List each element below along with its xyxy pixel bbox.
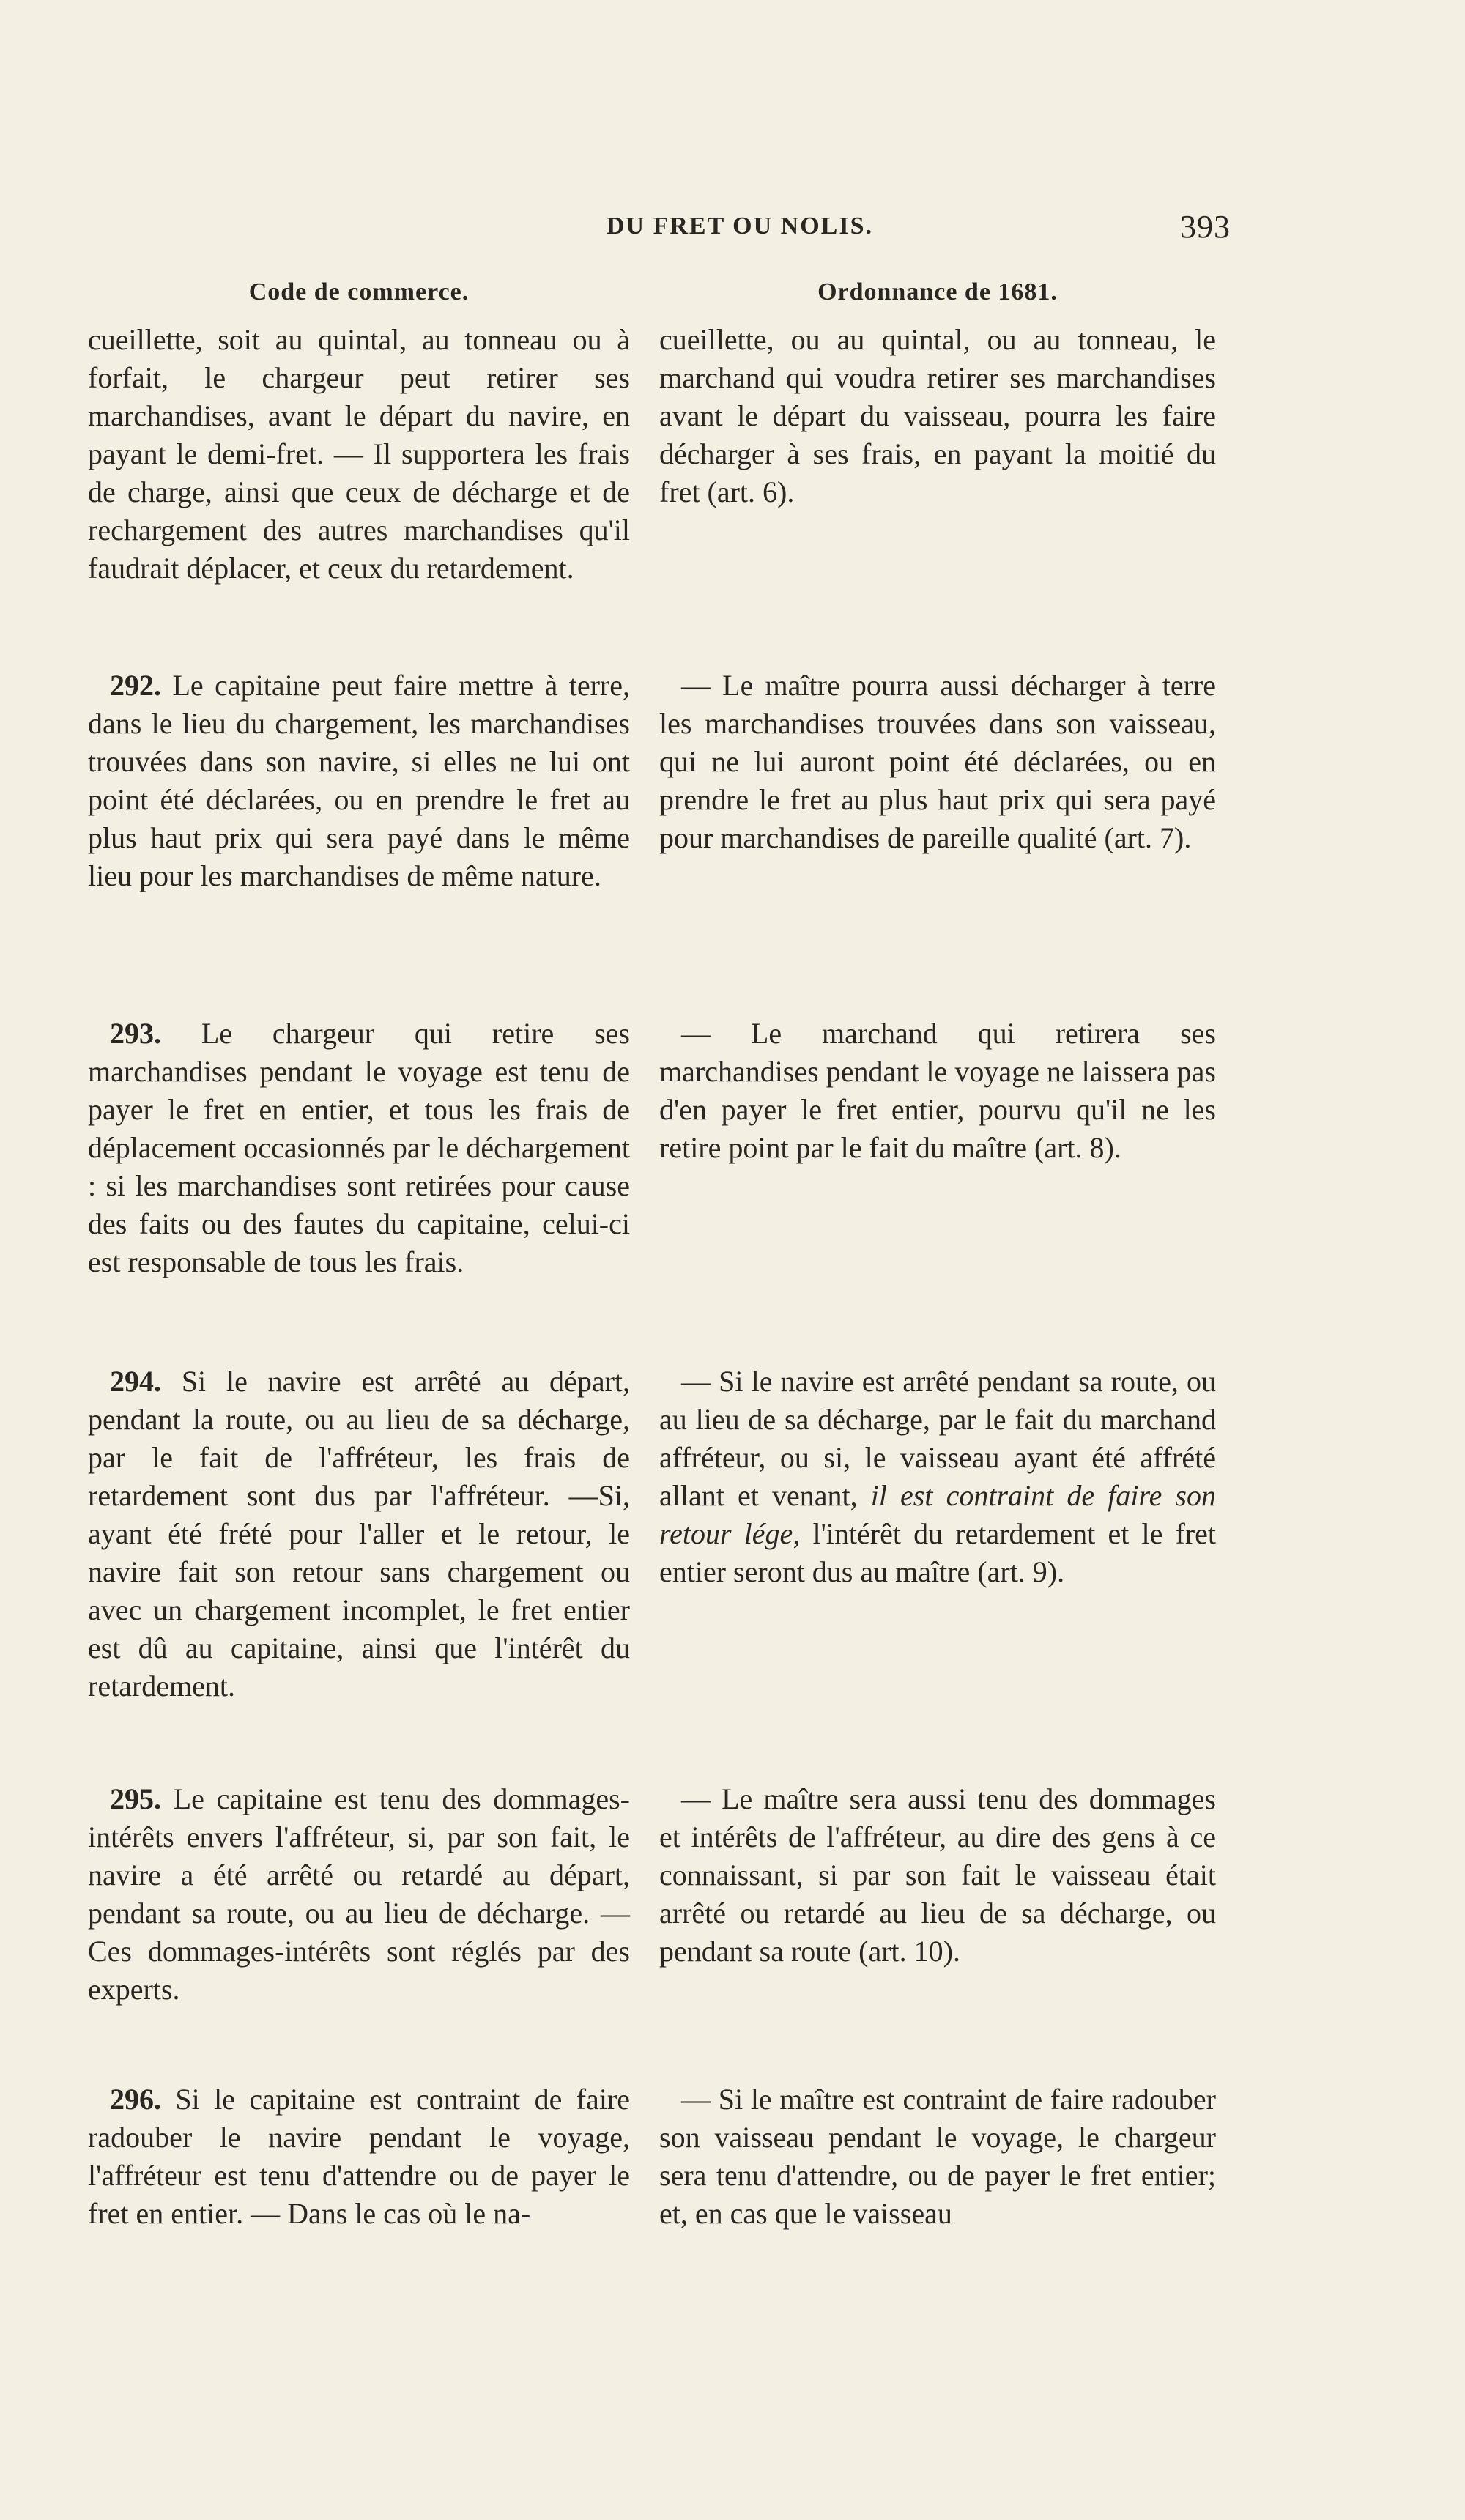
article-number: 294. xyxy=(110,1365,161,1398)
left-paragraph: cueillette, soit au quintal, au tonneau ou à forfait, le chargeur peut retirer ses marchandises, avant le départ du navire, en payant le demi-fret. — Il supportera les frais de charge, ainsi que ceux de décharge et de rechargement des autres marchandises qu'il faudrait déplacer, et ceux du retardement. xyxy=(88,323,630,585)
left-paragraph: 293. Le chargeur qui retire ses marchandises pendant le voyage est tenu de payer le fret en entier, et tous les frais de déplacement occasionnés par le déchargement : si les marchandises sont retirées pour cause des faits ou des fautes du capitaine, celui-ci est responsable de tous les frais. xyxy=(88,1017,631,1278)
left-column xyxy=(88,278,631,2230)
left-paragraph: 296. Si le capitaine est contraint de faire radouber le navire pendant le voyage, l'affréteur est tenu d'attendre ou de payer le fret en entier. — Dans le cas où le na- xyxy=(88,2083,631,2230)
article-number: 296. xyxy=(110,2083,161,2116)
right-paragraph: — Si le navire est arrêté pendant sa route, ou au lieu de sa décharge, par le fait du marchand affréteur, ou si, le vaisseau ayant été affrété allant et venant, il est contraint de faire son retour lége, l'intérêt du retardement et le fret entier seront dus au maître (art. 9). xyxy=(659,1365,1217,1588)
right-paragraph: — Le marchand qui retirera ses marchandises pendant le voyage ne laissera pas d'en payer le fret entier, pourvu qu'il ne les retire point par le fait du maître (art. 8). xyxy=(659,1017,1216,1164)
left-paragraph: 295. Le capitaine est tenu des dommages-intérêts envers l'affréteur, si, par son fait, le navire a été arrêté ou retardé au départ, pendant sa route, ou au lieu de décharge. — Ces dommages-intérêts sont réglés par des experts. xyxy=(88,1782,630,2006)
italic-phrase: il est contraint de faire son retour lége xyxy=(659,1479,1217,1550)
right-column-heading: Ordonnance de 1681. xyxy=(817,278,1058,305)
running-title: DU FRET OU NOLIS. xyxy=(607,212,873,240)
right-paragraph: cueillette, ou au quintal, ou au tonneau, le marchand qui voudra retirer ses marchandises avant le départ du vaisseau, pourra les faire décharger à ses frais, en payant la moitié du fret (art. 6). xyxy=(659,323,1216,508)
article-number: 293. xyxy=(110,1017,161,1050)
right-paragraph: — Le maître pourra aussi décharger à terre les marchandises trouvées dans son vaisseau, qui ne lui auront point été déclarées, ou en prendre le fret au plus haut prix qui sera payé pour marchandises de pareille qualité (art. 7). xyxy=(659,669,1216,854)
right-column xyxy=(659,278,1217,2230)
left-paragraph: 294. Si le navire est arrêté au départ, pendant la route, ou au lieu de sa décharge, par le fait de l'affréteur, les frais de retardement sont dus par l'affréteur. —Si, ayant été frété pour l'aller et le retour, le navire fait son retour sans chargement ou avec un chargement incomplet, le fret entier est dû au capitaine, ainsi que l'intérêt du retardement. xyxy=(88,1365,630,1702)
right-paragraph: — Si le maître est contraint de faire radouber son vaisseau pendant le voyage, le chargeur sera tenu d'attendre, ou de payer le fret entier; et, en cas que le vaisseau xyxy=(659,2083,1216,2230)
left-column-heading: Code de commerce. xyxy=(248,278,470,305)
right-paragraph: — Le maître sera aussi tenu des dommages et intérêts de l'affréteur, au dire des gens à ce connaissant, si par son fait le vaisseau était arrêté ou retardé au lieu de sa décharge, ou pendant sa route (art. 10). xyxy=(659,1782,1216,1968)
article-number: 292. xyxy=(110,669,161,702)
article-number: 295. xyxy=(110,1782,161,1815)
page-number: 393 xyxy=(1180,209,1231,245)
left-paragraph: 292. Le capitaine peut faire mettre à terre, dans le lieu du chargement, les marchandises trouvées dans son navire, si elles ne lui ont point été déclarées, ou en prendre le fret au plus haut prix qui sera payé dans le même lieu pour les marchandises de même nature. xyxy=(88,669,631,892)
